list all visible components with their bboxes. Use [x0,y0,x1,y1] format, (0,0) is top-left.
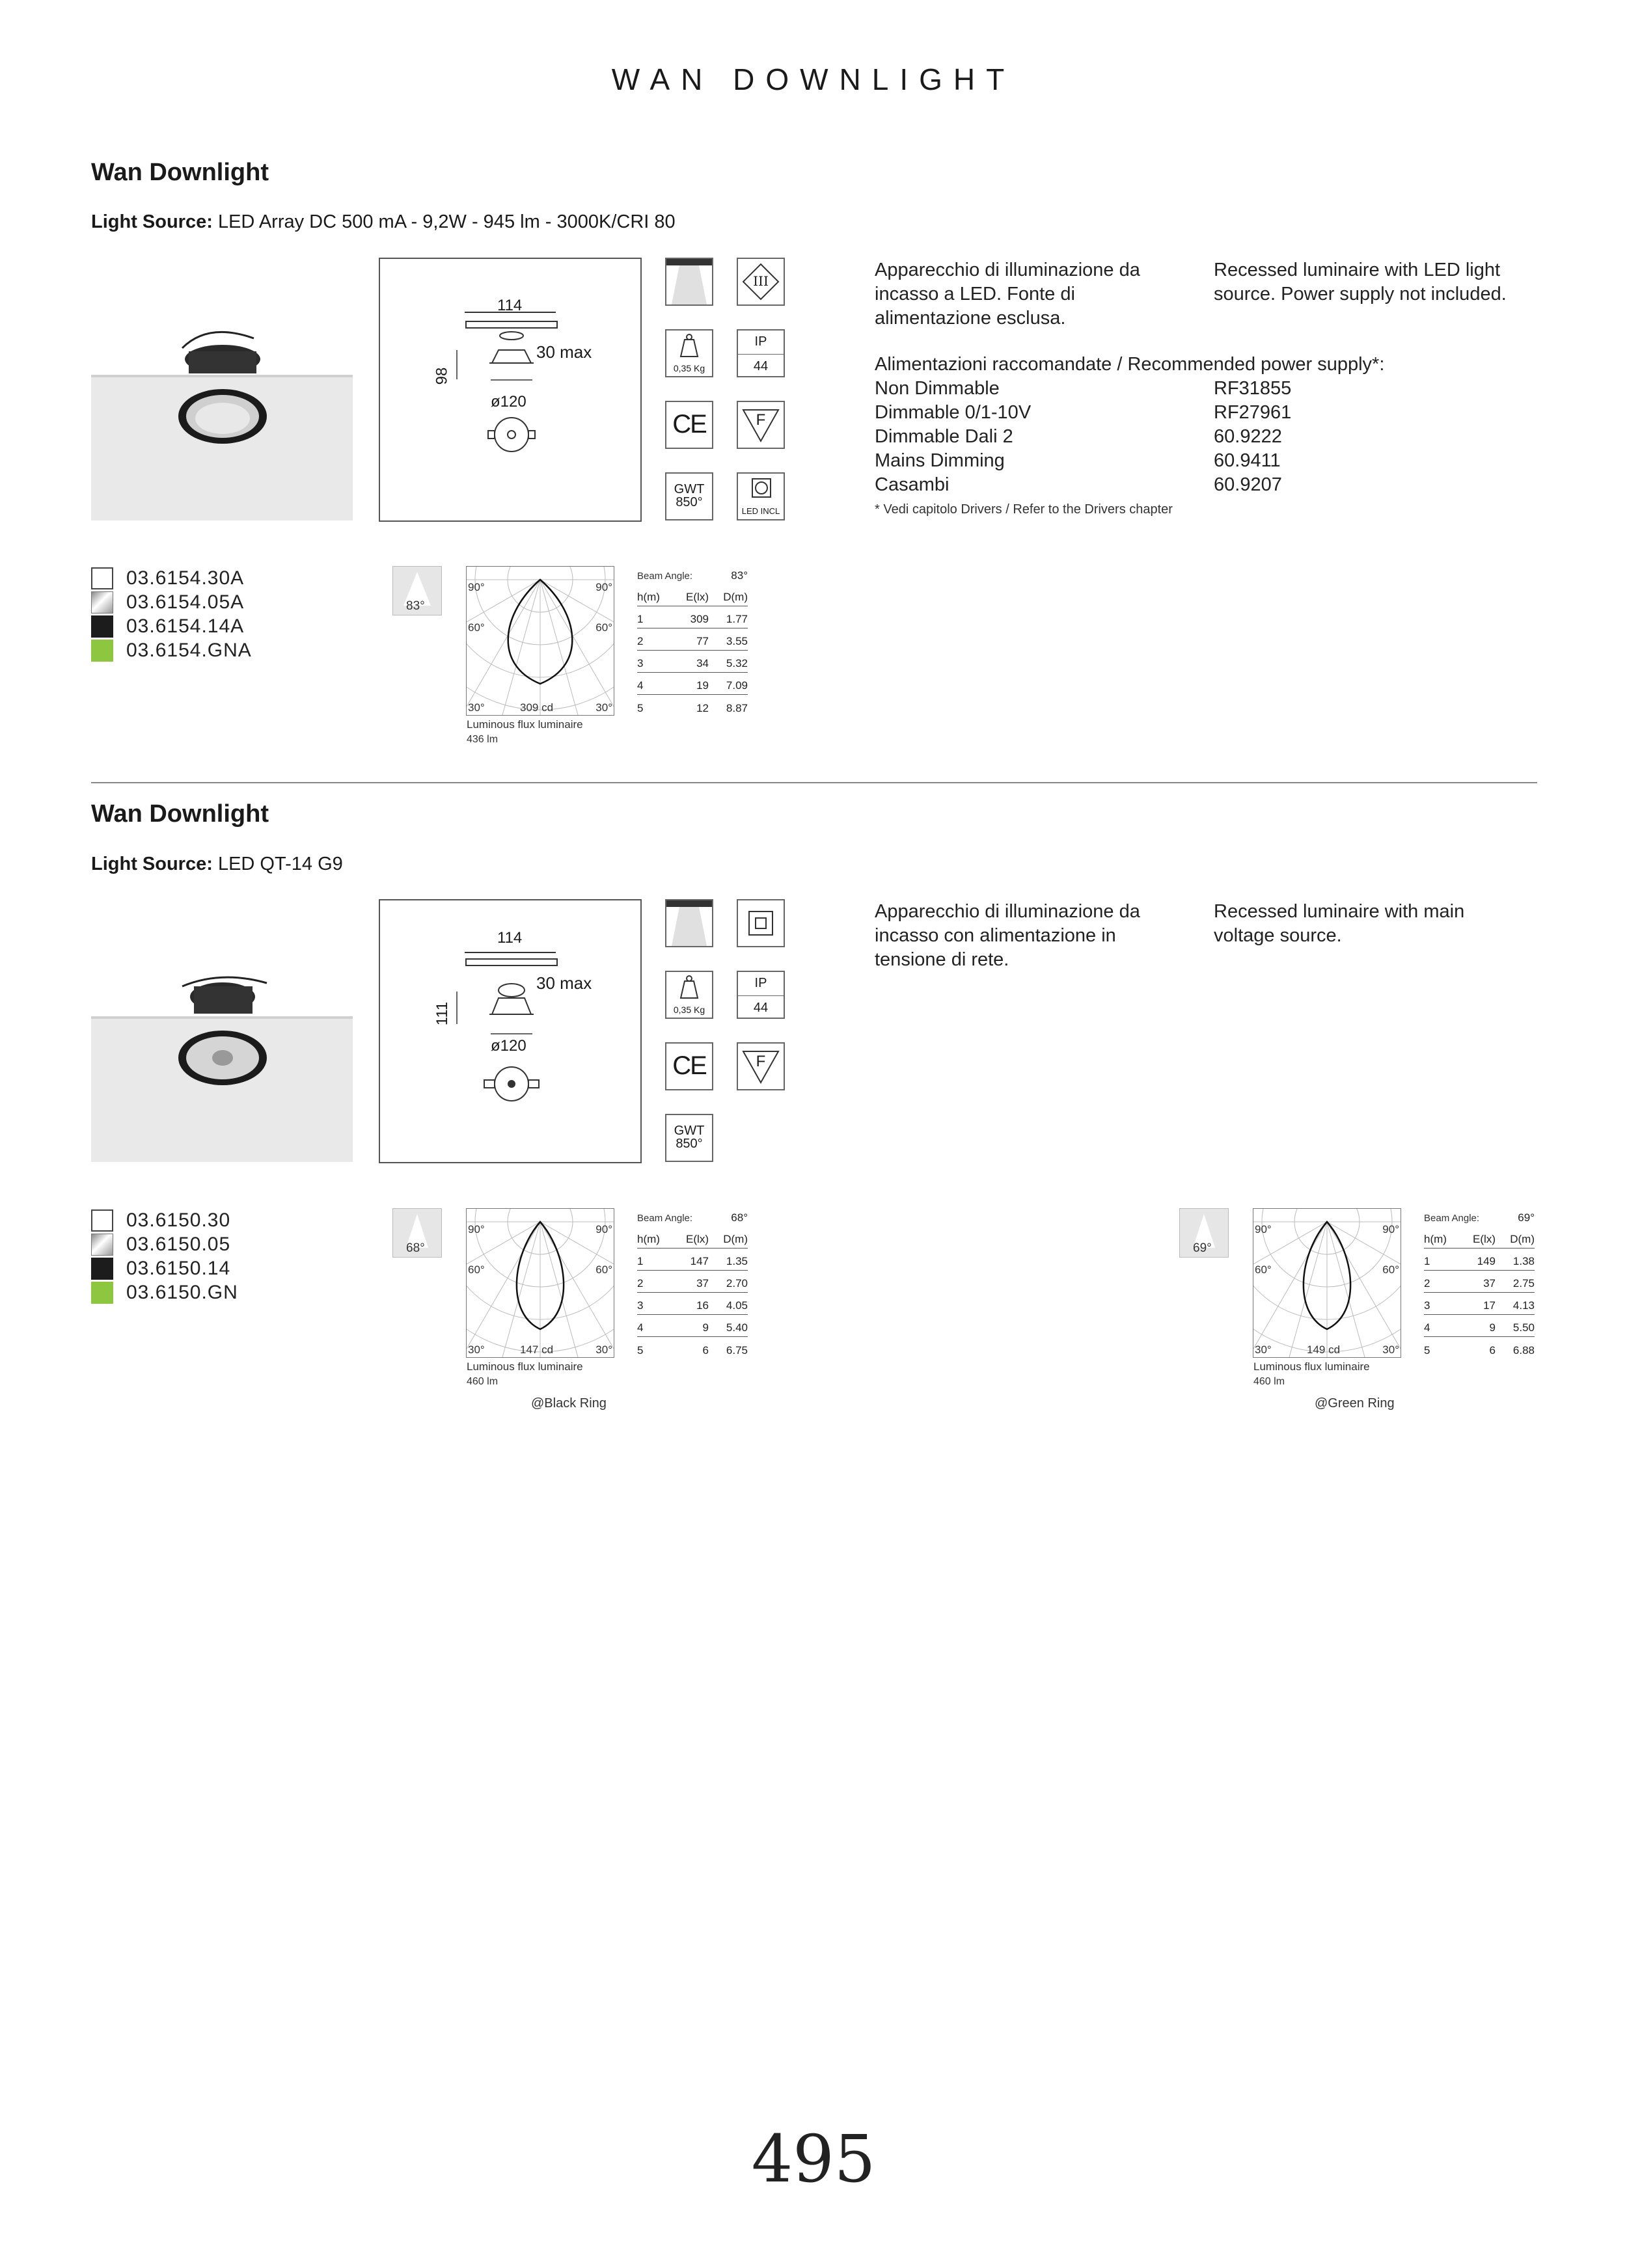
beam-icon [665,899,713,947]
color-swatch-black [91,1258,113,1280]
code-row: 03.6154.GNA [91,638,252,662]
dim-diameter: ø120 [491,393,526,411]
page-title: WAN DOWNLIGHT [611,62,1016,96]
polar-diagram: 90° 90° 60° 60° 30° 30° 309 cd [466,566,614,716]
dim-width: 114 [497,297,523,314]
color-swatch-chrome [91,591,113,614]
power-supply-note: * Vedi capitolo Drivers / Refer to the Drivers chapter [875,502,1173,517]
power-item: Dimmable Dali 2 60.9222 [875,426,1282,447]
dim-max: 30 max [536,973,592,993]
color-swatch-chrome [91,1234,113,1256]
polar-diagram: 90° 90° 60° 60° 30° 30° 149 cd [1253,1208,1401,1358]
flux-label: Luminous flux luminaire [1253,1360,1370,1373]
description-it: Apparecchio di illuminazione da incasso a LED. Fonte di alimentazione esclusa. [875,260,1140,329]
illuminance-table: Beam Angle: 69° h(m) E(lx) D(m) 1 149 1.38 2 37 2.75 3 17 4.13 4 9 5.50 5 6 6.88 [1424,1208,1535,1359]
color-swatch-green [91,640,113,662]
table-row: 1 149 1.38 [1424,1249,1535,1271]
code-row: 03.6154.14A [91,614,252,638]
dim-diameter: ø120 [491,1037,526,1055]
table-row: 5 6 6.88 [1424,1344,1535,1357]
code-row: 03.6154.30A [91,566,252,590]
power-item: Casambi 60.9207 [875,474,1282,495]
led-included-icon: LED INCL [737,472,785,520]
table-row: 4 9 5.50 [1424,1315,1535,1337]
table-row: 2 37 2.70 [637,1271,748,1293]
section1-title: Wan Downlight [91,159,269,186]
ce-icon: CE [665,1042,713,1090]
section2-light-source [91,854,343,875]
dimension-drawing [379,258,642,522]
table-row: 1 147 1.35 [637,1249,748,1271]
light-source-value: LED QT-14 G9 [217,854,343,874]
power-supply-list [875,377,1291,497]
beam-angle-thumb: 83° [392,566,442,615]
class-iii-icon: III [737,258,785,306]
table-row: 5 12 8.87 [637,702,748,714]
color-swatch-green [91,1282,113,1304]
code-row: 03.6150.14 [91,1256,238,1280]
table-row: 2 37 2.75 [1424,1271,1535,1293]
table-row: 3 16 4.05 [637,1293,748,1315]
flux-label: Luminous flux luminaire [467,718,583,731]
power-item: Non Dimmable RF31855 [875,378,1292,399]
dimension-drawing [379,899,642,1163]
polar-diagram: 90° 90° 60° 60° 30° 30° 147 cd [466,1208,614,1358]
weight-icon: 0,35 Kg [665,329,713,377]
light-source-label: Light Source: [91,211,213,232]
flux-label: Luminous flux luminaire [467,1360,583,1373]
section2-title: Wan Downlight [91,800,269,828]
illuminance-table: Beam Angle: 68° h(m) E(lx) D(m) 1 147 1.35 2 37 2.70 3 16 4.05 4 9 5.40 5 6 6.75 [637,1208,748,1359]
product-photo [91,902,353,1162]
section1-light-source [91,211,676,233]
light-source-label: Light Source: [91,854,213,874]
power-item: Mains Dimming 60.9411 [875,450,1281,471]
weight-icon: 0,35 Kg [665,971,713,1019]
table-row: 2 77 3.55 [637,628,748,651]
table-row: 3 34 5.32 [637,651,748,673]
table-row: 5 6 6.75 [637,1344,748,1357]
beam-angle-thumb: 69° [1179,1208,1229,1258]
product-codes [91,1208,238,1304]
table-row: 3 17 4.13 [1424,1293,1535,1315]
dim-height: 98 [433,367,451,385]
table-row: 1 309 1.77 [637,606,748,628]
ce-icon: CE [665,401,713,449]
beam-angle-thumb: 68° [392,1208,442,1258]
description-it: Apparecchio di illuminazione da incasso con alimentazione in tensione di rete. [875,901,1140,970]
code-row: 03.6154.05A [91,590,252,614]
f-mark-icon: F [737,1042,785,1090]
beam-icon [665,258,713,306]
f-mark-icon: F [737,401,785,449]
power-supply-heading: Alimentazioni raccomandate / Recommended power supply*: [875,354,1385,375]
product-codes [91,566,252,662]
code-row: 03.6150.30 [91,1208,238,1232]
color-swatch-white [91,1209,113,1232]
code-row: 03.6150.05 [91,1232,238,1256]
flux-value: 460 lm [467,1376,499,1387]
page-number: 495 [751,2121,876,2197]
ip-rating-icon: IP 44 [737,329,785,377]
flux-value: 436 lm [467,734,499,745]
dim-max: 30 max [536,342,592,362]
code-row: 03.6150.GN [91,1280,238,1304]
dim-width: 114 [497,929,523,947]
dim-height: 111 [433,1001,452,1026]
power-item: Dimmable 0/1-10V RF27961 [875,402,1292,423]
class-ii-icon [737,899,785,947]
product-photo [91,260,353,520]
flux-value: 460 lm [1253,1376,1285,1387]
color-swatch-white [91,567,113,589]
section-divider [91,782,1537,783]
ring-caption: @Black Ring [531,1396,607,1411]
gwt-icon: GWT 850° [665,1114,713,1162]
ring-caption: @Green Ring [1315,1396,1395,1411]
color-swatch-black [91,615,113,638]
description-en: Recessed luminaire with main voltage source. [1214,901,1465,946]
table-row: 4 9 5.40 [637,1315,748,1337]
gwt-icon: GWT 850° [665,472,713,520]
light-source-value: LED Array DC 500 mA - 9,2W - 945 lm - 3000K/CRI 80 [217,211,676,232]
ip-rating-icon: IP 44 [737,971,785,1019]
table-row: 4 19 7.09 [637,673,748,695]
description-en: Recessed luminaire with LED light source. Power supply not included. [1214,260,1507,304]
illuminance-table: Beam Angle: 83° h(m) E(lx) D(m) 1 309 1.77 2 77 3.55 3 34 5.32 4 19 7.09 5 12 8.87 [637,566,748,717]
